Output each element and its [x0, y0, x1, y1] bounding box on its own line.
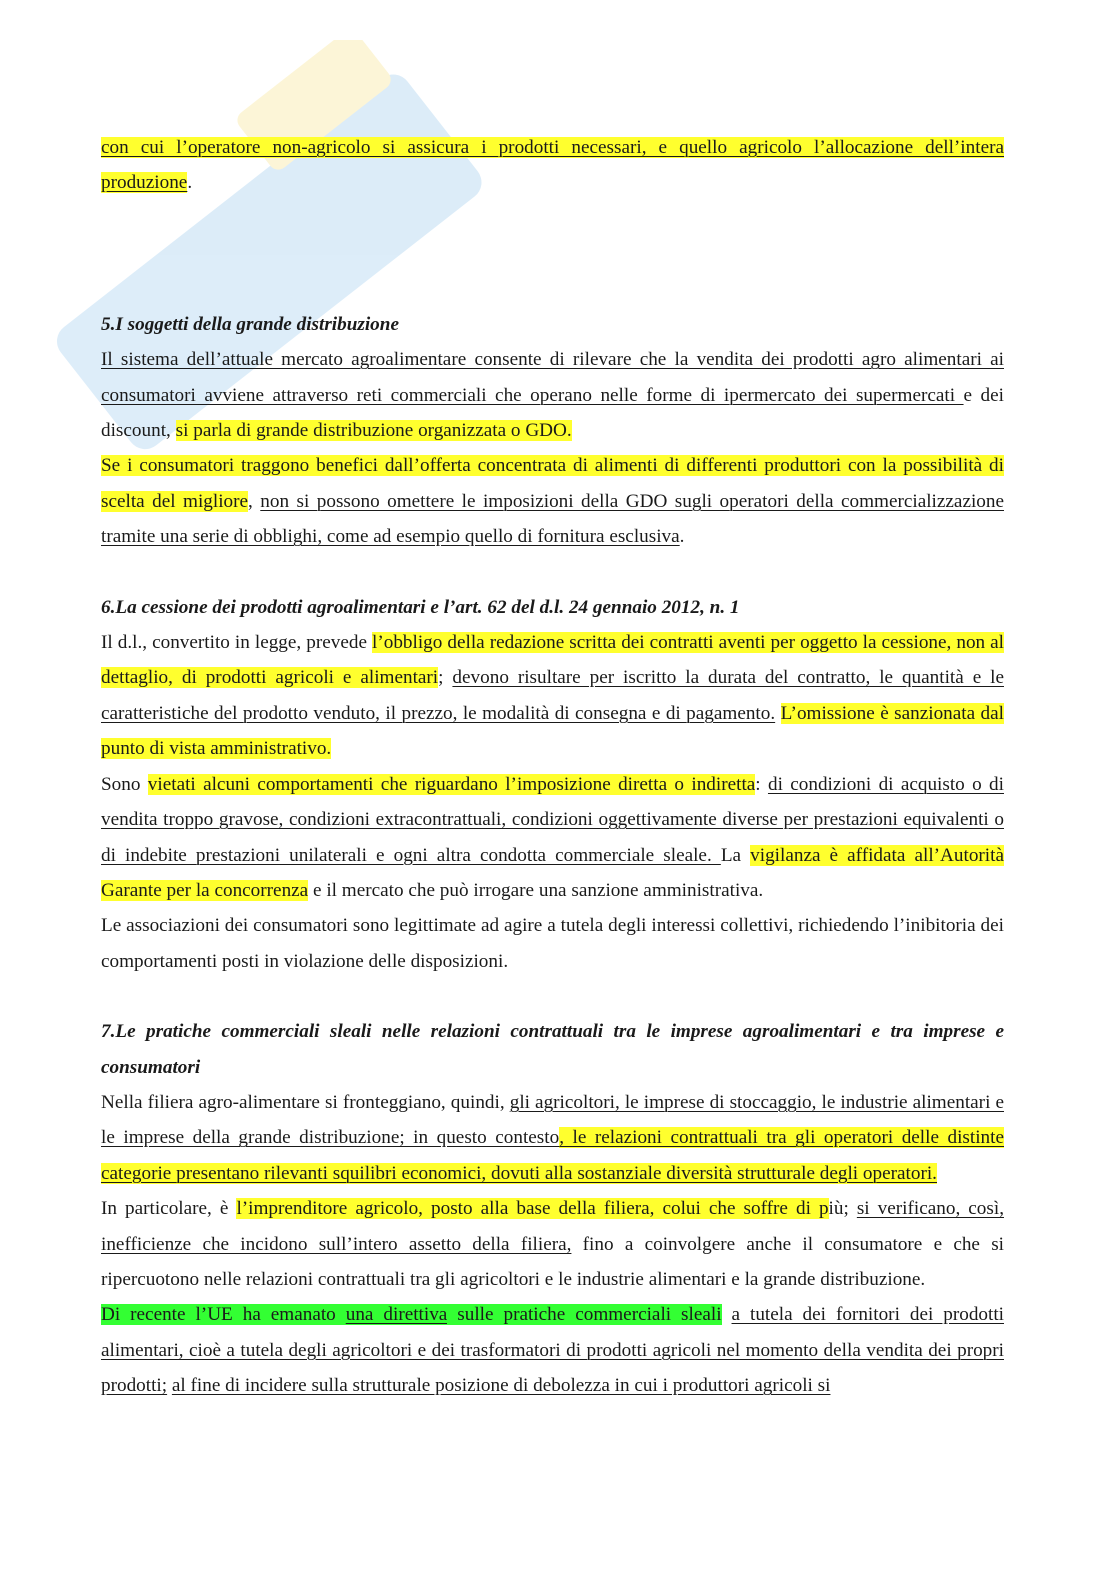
- section-6-paragraph-3: Le associazioni dei consumatori sono legittimate ad agire a tutela degli interessi collettivi, richiedendo l’inibitoria dei comportamenti posti in violazione delle disposizioni.: [101, 915, 1004, 972]
- document-page: [101, 130, 1004, 1404]
- section-6-paragraph-1: Il d.l., convertito in legge, prevede l’obbligo della redazione scritta dei contratti aventi per oggetto la cessione, non al dettaglio, di prodotti agricoli e alimentari; devono risultare per iscritto la durata del contratto, le quantità e le caratteristiche del prodotto venduto, il prezzo, le modalità di consegna e di pagamento. L’omissione è sanzionata dal punto di vista amministrativo.: [101, 632, 1005, 760]
- section-7-paragraph-3: Di recente l’UE ha emanato una direttiva sulle pratiche commerciali sleali a tutela dei fornitori dei prodotti alimentari, cioè a tutela degli agricoltori e dei trasformatori di prodotti agricoli nel momento della vendita dei propri prodotti; al fine di incidere sulla strutturale posizione di debolezza in cui i produttori agricoli si: [101, 1304, 1004, 1397]
- section-7-heading: 7.Le pratiche commerciali sleali nelle relazioni contrattuali tra le imprese agroalimentari e tra imprese e consumatori: [101, 1021, 1004, 1078]
- section-7-paragraph-2: In particolare, è l’imprenditore agricolo, posto alla base della filiera, colui che soffre di più; si verificano, così, inefficienze che incidono sull’intero assetto della filiera, fino a coinvolgere anche il consumatore e che si ripercuotono nelle relazioni contrattuali tra gli agricoltori e le industrie alimentari e la grande distribuzione.: [101, 1198, 1004, 1290]
- section-6-paragraph-2: Sono vietati alcuni comportamenti che riguardano l’imposizione diretta o indiretta: di condizioni di acquisto o di vendita troppo gravose, condizioni extracontrattuali, condizioni oggettivamente diverse per prestazioni equivalenti o di indebite prestazioni unilaterali e ogni altra condotta commerciale sleale. La vigilanza è affidata all’Autorità Garante per la concorrenza e il mercato che può irrogare una sanzione amministrativa.: [101, 773, 1004, 901]
- section-5-paragraph-1: Il sistema dell’attuale mercato agroalimentare consente di rilevare che la vendita dei prodotti agro alimentari ai consumatori avviene attraverso reti commerciali che operano nelle forme di ipermercato dei supermercati e dei discount, si parla di grande distribuzione organizzata o GDO.: [101, 349, 1004, 442]
- section-7-paragraph-1: Nella filiera agro-alimentare si fronteggiano, quindi, gli agricoltori, le imprese di stoccaggio, le industrie alimentari e le imprese della grande distribuzione; in questo contesto, le relazioni contrattuali tra gli operatori delle distinte categorie presentano rilevanti squilibri economici, dovuti alla sostanziale diversità strutturale degli operatori.: [101, 1091, 1004, 1184]
- section-5-paragraph-2: Se i consumatori traggono benefici dall’offerta concentrata di alimenti di differenti produttori con la possibilità di scelta del migliore, non si possono omettere le imposizioni della GDO sugli operatori della commercializzazione tramite una serie di obblighi, come ad esempio quello di fornitura esclusiva.: [101, 455, 1004, 548]
- section-6-heading: 6.La cessione dei prodotti agroalimentari e l’art. 62 del d.l. 24 gennaio 2012, n. 1: [101, 596, 740, 618]
- section-5-heading: 5.I soggetti della grande distribuzione: [101, 313, 399, 335]
- intro-paragraph: con cui l’operatore non-agricolo si assicura i prodotti necessari, e quello agricolo l’allocazione dell’intera produzione.: [101, 137, 1004, 194]
